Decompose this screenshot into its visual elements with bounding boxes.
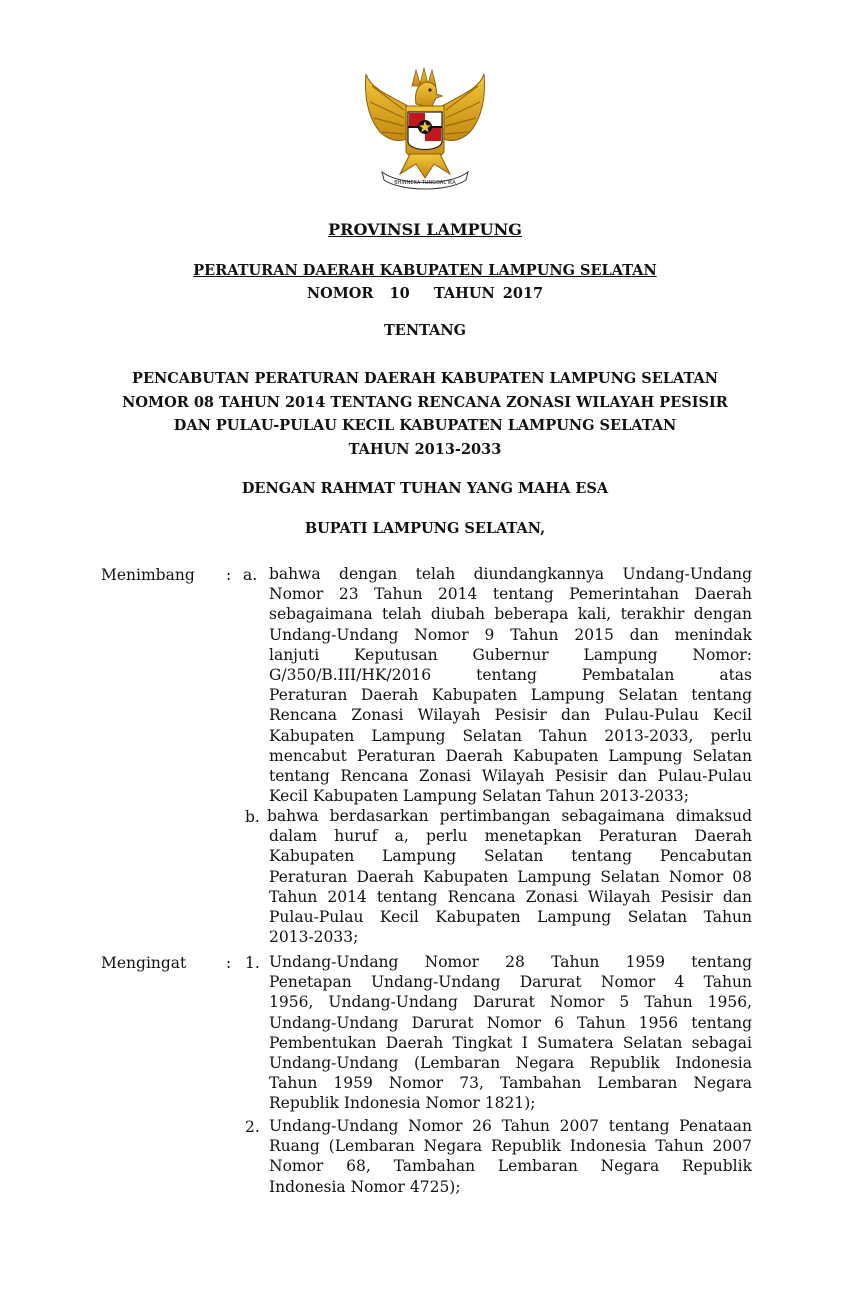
text-line: dalam huruf a, perlu menetapkan Peraturan Daerah — [269, 827, 752, 846]
text-line: Undang-Undang (Lembaran Negara Republik Indonesia — [269, 1053, 752, 1072]
text-line: sebagaimana telah diubah beberapa kali, terakhir dengan — [269, 605, 752, 624]
subject-line: PENCABUTAN PERATURAN DAERAH KABUPATEN LAMPUNG SELATAN — [132, 370, 718, 387]
text-line: Penetapan Undang-Undang Darurat Nomor 4 Tahun — [269, 973, 752, 992]
text-line: Tahun 2014 tentang Rencana Zonasi Wilayah Pesisir dan — [269, 887, 752, 906]
text-line: Undang-Undang Nomor 28 Tahun 1959 tentang — [269, 953, 752, 971]
text-line: Nomor 23 Tahun 2014 tentang Pemerintahan Daerah — [269, 585, 752, 604]
subject-line: TAHUN 2013-2033 — [348, 440, 502, 458]
subject-line: DAN PULAU-PULAU KECIL KABUPATEN LAMPUNG SELATAN — [173, 417, 677, 434]
text-line: mencabut Peraturan Daerah Kabupaten Lampung Selatan — [269, 746, 752, 765]
text-line: 2013-2033; — [269, 928, 359, 947]
text-line: Kabupaten Lampung Selatan tentang Pencabutan — [269, 847, 752, 866]
regulation-number — [0, 285, 850, 302]
regulation-title: PERATURAN DAERAH KABUPATEN LAMPUNG SELATAN — [193, 262, 657, 279]
text-line: Undang-Undang Darurat Nomor 6 Tahun 1956 tentang — [269, 1013, 752, 1032]
menimbang-item-b — [269, 806, 752, 947]
text-line: tentang Rencana Zonasi Wilayah Pesisir dan Pulau-Pulau — [269, 766, 752, 785]
text-line: Peraturan Daerah Kabupaten Lampung Selatan Nomor 08 — [269, 867, 752, 886]
menimbang-marker-a: a. — [243, 566, 258, 584]
text-line: 1956, Undang-Undang Darurat Nomor 5 Tahun 1956, — [269, 993, 752, 1012]
text-line: bahwa berdasarkan pertimbangan sebagaimana dimaksud — [267, 807, 752, 825]
about-heading: TENTANG — [384, 322, 466, 339]
text-line: lanjuti Keputusan Gubernur Lampung Nomor: — [269, 645, 752, 664]
province-title: PROVINSI LAMPUNG — [328, 220, 522, 239]
text-line: Nomor 68, Tambahan Lembaran Negara Republik — [269, 1157, 752, 1176]
garuda-emblem-icon — [360, 66, 490, 194]
regulation-number-text: NOMOR 10 TAHUN 2017 — [306, 285, 544, 302]
official-heading: BUPATI LAMPUNG SELATAN, — [304, 520, 546, 537]
text-line: Indonesia Nomor 4725); — [269, 1177, 461, 1196]
text-line: Kabupaten Lampung Selatan Tahun 2013-2033, perlu — [269, 726, 752, 745]
emblem-motto-text: BHINNEKA TUNGGAL IKA — [394, 180, 456, 186]
subject-line: NOMOR 08 TAHUN 2014 TENTANG RENCANA ZONASI WILAYAH PESISIR — [122, 393, 728, 411]
text-line: bahwa dengan telah diundangkannya Undang-Undang — [269, 565, 752, 583]
text-line: Ruang (Lembaran Negara Republik Indonesia Tahun 2007 — [269, 1137, 752, 1156]
mengingat-label: Mengingat — [101, 954, 187, 972]
text-line: Kecil Kabupaten Lampung Selatan Tahun 2013-2033; — [269, 787, 689, 806]
regulation-subject — [0, 367, 850, 461]
mengingat-item-1 — [269, 952, 752, 1114]
text-line: Pembentukan Daerah Tingkat I Sumatera Selatan sebagai — [269, 1033, 752, 1052]
menimbang-label: Menimbang — [101, 566, 195, 584]
mengingat-item-2 — [269, 1116, 752, 1197]
text-line: G/350/B.III/HK/2016 tentang Pembatalan atas — [269, 665, 752, 684]
mengingat-colon: : — [226, 954, 232, 972]
text-line: Undang-Undang Nomor 9 Tahun 2015 dan menindak — [269, 625, 752, 644]
text-line: Pulau-Pulau Kecil Kabupaten Lampung Selatan Tahun — [269, 907, 752, 926]
menimbang-colon: : — [226, 566, 232, 584]
mengingat-marker-1: 1. — [245, 954, 260, 972]
text-line: Republik Indonesia Nomor 1821); — [269, 1094, 536, 1113]
mengingat-marker-2: 2. — [245, 1118, 260, 1136]
menimbang-marker-b: b. — [245, 808, 260, 826]
text-line: Rencana Zonasi Wilayah Pesisir dan Pulau-Pulau Kecil — [269, 706, 752, 725]
menimbang-item-a — [269, 564, 752, 806]
invocation-heading: DENGAN RAHMAT TUHAN YANG MAHA ESA — [241, 480, 609, 497]
text-line: Tahun 1959 Nomor 73, Tambahan Lembaran Negara — [269, 1074, 752, 1093]
text-line: Peraturan Daerah Kabupaten Lampung Selatan tentang — [269, 686, 752, 705]
text-line: Undang-Undang Nomor 26 Tahun 2007 tentang Penataan — [269, 1117, 752, 1135]
